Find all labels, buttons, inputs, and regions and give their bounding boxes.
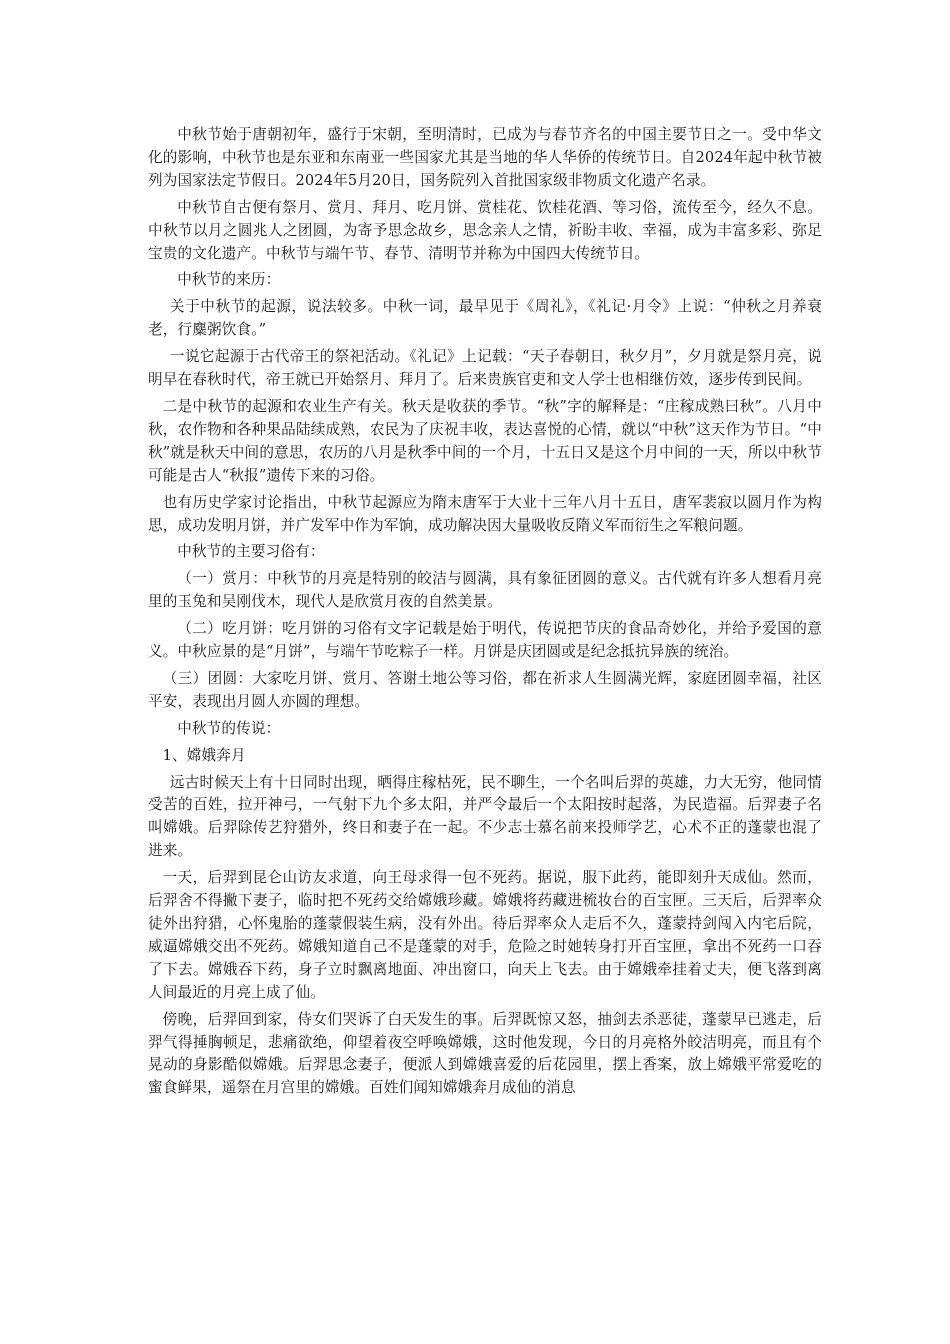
heading-origin: 中秋节的来历： — [177, 271, 281, 289]
paragraph-custom-reunion: （三）团圆：大家吃月饼、赏月、答谢土地公等习俗，都在祈求人生圆满光辉，家庭团圆幸福，社区平安，表现出月圆人亦圆的理想。 — [148, 669, 822, 710]
paragraph-origin-zhouli: 关于中秋节的起源，说法较多。中秋一词，最早见于《周礼》，《礼记·月令》上说：“仲秋之月养衰老，行麋粥饮食。” — [148, 298, 822, 339]
paragraph-origin-sacrifice: 一说它起源于古代帝王的祭祀活动。《礼记》上记载：“天子春朝日，秋夕月”，夕月就是祭月亮，说明早在春秋时代，帝王就已开始祭月、拜月了。后来贵族官吏和文人学士也相继仿效，逐步传到民间。 — [148, 348, 822, 389]
document-body — [148, 124, 822, 1104]
heading-customs: 中秋节的主要习俗有： — [177, 543, 325, 561]
heading-legends: 中秋节的传说： — [177, 719, 281, 737]
paragraph-legend-elixir: 一天，后羿到昆仑山访友求道，向王母求得一包不死药。据说，服下此药，能即刻升天成仙。然而，后羿舍不得撇下妻子，临时把不死药交给嫦娥珍藏。嫦娥将药藏进梳妆台的百宝匣。三天后，后羿率众徒外出狩猎，心怀鬼胎的蓬蒙假装生病，没有外出。待后羿率众人走后不久，蓬蒙持剑闯入内宅后院，威逼嫦娥交出不死药。嫦娥知道自己不是蓬蒙的对手，危险之时她转身打开百宝匣，拿出不死药一口吞了下去。嫦娥吞下药，身子立时飘离地面、冲出窗口，向天上飞去。由于嫦娥牵挂着丈夫，便飞落到离人间最近的月亮上成了仙。 — [148, 869, 822, 1001]
paragraph-intro-history: 中秋节始于唐朝初年，盛行于宋朝，至明清时，已成为与春节齐名的中国主要节日之一。受中华文化的影响，中秋节也是东亚和东南亚一些国家尤其是当地的华人华侨的传统节日。自2024年起中秋节被列为国家法定节假日。2024年5月20日，国务院列入首批国家级非物质文化遗产名录。 — [148, 126, 822, 189]
paragraph-origin-agriculture: 二是中秋节的起源和农业生产有关。秋天是收获的季节。“秋”字的解释是：“庄稼成熟曰秋”。八月中秋，农作物和各种果品陆续成熟，农民为了庆祝丰收，表达喜悦的心情，就以“中秋”这天作为节日。“中秋”就是秋天中间的意思，农历的八月是秋季中间的一个月，十五日又是这个月中间的一天，所以中秋节可能是古人“秋报”遗传下来的习俗。 — [148, 397, 822, 484]
paragraph-custom-moon-viewing: （一）赏月：中秋节的月亮是特别的皎洁与圆满，具有象征团圆的意义。古代就有许多人想看月亮里的玉兔和吴刚伐木，现代人是欣赏月夜的自然美景。 — [148, 570, 822, 611]
paragraph-custom-mooncake: （二）吃月饼：吃月饼的习俗有文字记载是始于明代，传说把节庆的食品奇妙化，并给予爱国的意义。中秋应景的是“月饼”，与端午节吃粽子一样。月饼是庆团圆或是纪念抵抗异族的统治。 — [148, 620, 822, 661]
paragraph-origin-tang-army: 也有历史学家讨论指出，中秋节起源应为隋末唐军于大业十三年八月十五日，唐军裴寂以圆月作为构思，成功发明月饼，并广发军中作为军饷，成功解决因大量吸收反隋义军而衍生之军粮问题。 — [148, 493, 822, 534]
paragraph-legend-evening: 傍晚，后羿回到家，侍女们哭诉了白天发生的事。后羿既惊又怒，抽剑去杀恶徒，蓬蒙早已逃走，后羿气得捶胸顿足，悲痛欲绝，仰望着夜空呼唤嫦娥，这时他发现，今日的月亮格外皎洁明亮，而且有个晃动的身影酷似嫦娥。后羿思念妻子，便派人到嫦娥喜爱的后花园里，摆上香案，放上嫦娥平常爱吃的蜜食鲜果，遥祭在月宫里的嫦娥。百姓们闻知嫦娥奔月成仙的消息 — [148, 1010, 822, 1097]
paragraph-legend-houyi: 远古时候天上有十日同时出现，晒得庄稼枯死，民不聊生，一个名叫后羿的英雄，力大无穷，他同情受苦的百姓，拉开神弓，一气射下九个多太阳，并严令最后一个太阳按时起落，为民造福。后羿妻子名叫嫦娥。后羿除传艺狩猎外，终日和妻子在一起。不少志士慕名前来投师学艺，心术不正的蓬蒙也混了进来。 — [148, 773, 822, 860]
paragraph-intro-customs: 中秋节自古便有祭月、赏月、拜月、吃月饼、赏桂花、饮桂花酒、等习俗，流传至今，经久不息。中秋节以月之圆兆人之团圆，为寄予思念故乡，思念亲人之情，祈盼丰收、幸福，成为丰富多彩、弥足宝贵的文化遗产。中秋节与端午节、春节、清明节并称为中国四大传统节日。 — [148, 198, 822, 262]
subheading-change-legend: 1、嫦娥奔月 — [162, 746, 246, 764]
